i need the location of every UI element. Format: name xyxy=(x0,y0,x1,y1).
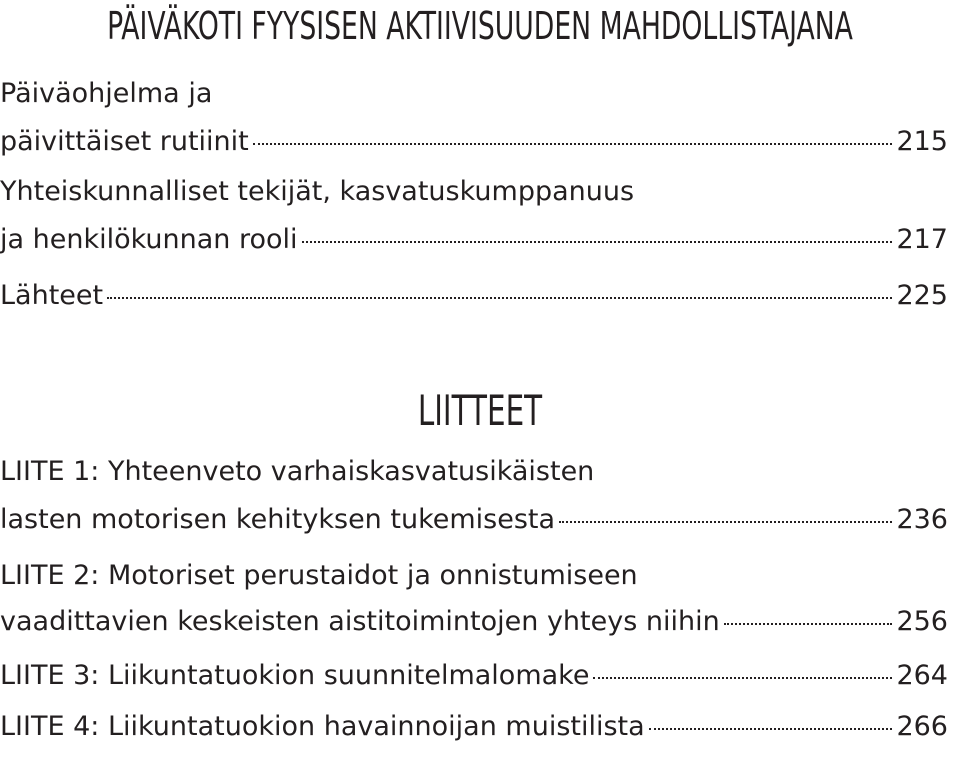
toc-entry-line2 xyxy=(0,608,948,654)
toc-entry-title-line2: lasten motorisen kehityksen tukemisesta xyxy=(0,504,556,535)
toc-entry-title-line2: LIITE 3: Liikuntatuokion suunnitelmalomake xyxy=(0,660,590,691)
toc-entry-title-line2: LIITE 4: Liikuntatuokion havainnoijan muistilista xyxy=(0,711,645,742)
toc-entry-line2 xyxy=(0,226,948,272)
toc-entry-liite-2[interactable] xyxy=(0,562,948,654)
toc-entry-line1 xyxy=(0,562,948,608)
toc-page-number: 236 xyxy=(896,504,948,535)
toc-entry-line1 xyxy=(0,80,948,128)
toc-entry-line1 xyxy=(0,178,948,226)
toc-entry-line2 xyxy=(0,506,948,552)
dot-leader xyxy=(107,297,892,299)
toc-page-number: 266 xyxy=(896,711,948,742)
toc-entry-title-line1: Päiväohjelma ja xyxy=(0,78,213,109)
appendix-section-title: LIITTEET xyxy=(417,386,543,435)
toc-entry-line2 xyxy=(0,713,948,759)
dot-leader xyxy=(593,677,892,679)
toc-page-number: 264 xyxy=(896,660,948,691)
toc-entry-title-line2: vaadittavien keskeisten aistitoimintojen yhteys niihin xyxy=(0,606,720,637)
running-header-title: PÄIVÄKOTI FYYSISEN AKTIIVISUUDEN MAHDOLLISTAJANA xyxy=(107,4,853,48)
toc-entry-lahteet[interactable] xyxy=(0,282,948,328)
dot-leader xyxy=(253,143,893,145)
toc-entry-line2 xyxy=(0,282,948,328)
dot-leader xyxy=(724,623,893,625)
toc-entry-liite-3[interactable] xyxy=(0,662,948,708)
toc-entry-liite-1[interactable] xyxy=(0,458,948,552)
toc-entry-paivaohjelma[interactable] xyxy=(0,80,948,174)
toc-entry-title-line1: Yhteiskunnalliset tekijät, kasvatuskumppanuus xyxy=(0,176,635,207)
toc-entry-line1 xyxy=(0,458,948,506)
toc-entry-yhteiskunnalliset[interactable] xyxy=(0,178,948,272)
toc-page-number: 215 xyxy=(896,126,948,157)
toc-entry-title-line2: Lähteet xyxy=(0,280,104,311)
toc-entry-title-line1: LIITE 2: Motoriset perustaidot ja onnistumiseen xyxy=(0,560,638,591)
toc-page-number: 217 xyxy=(896,224,948,255)
dot-leader xyxy=(649,728,893,730)
dot-leader xyxy=(302,241,893,243)
toc-entry-title-line1: LIITE 1: Yhteenveto varhaiskasvatusikäisten xyxy=(0,456,595,487)
toc-entry-line2 xyxy=(0,128,948,174)
toc-entry-title-line2: ja henkilökunnan rooli xyxy=(0,224,298,255)
toc-page-number: 225 xyxy=(896,280,948,311)
toc-entry-liite-4[interactable] xyxy=(0,713,948,759)
toc-entry-line2 xyxy=(0,662,948,708)
toc-entry-title-line2: päivittäiset rutiinit xyxy=(0,126,249,157)
dot-leader xyxy=(559,521,892,523)
toc-page-number: 256 xyxy=(896,606,948,637)
